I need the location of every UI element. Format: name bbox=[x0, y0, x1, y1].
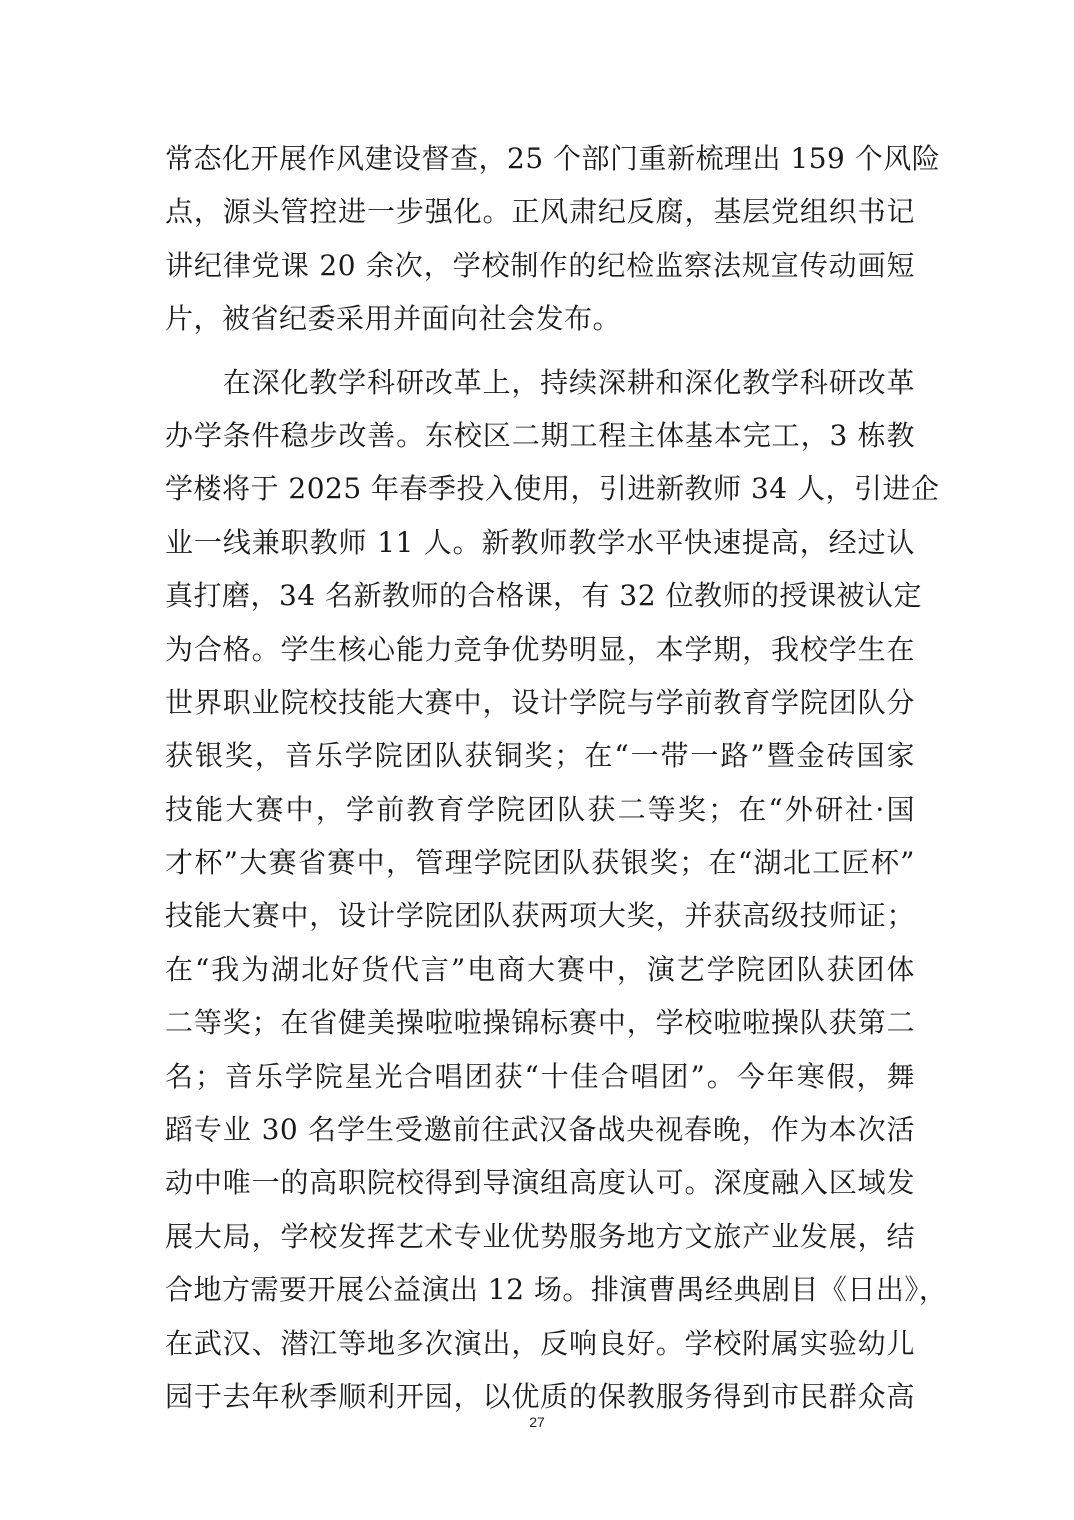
text-line: 为合格。学生核心能力竞争优势明显，本学期，我校学生在 bbox=[165, 632, 915, 666]
page-number: 27 bbox=[529, 1414, 545, 1430]
text-line: 展大局，学校发挥艺术专业优势服务地方文旅产业发展，结 bbox=[165, 1219, 915, 1253]
text-line: 在武汉、潜江等地多次演出，反响良好。学校附属实验幼儿 bbox=[165, 1326, 915, 1360]
text-line: 名；音乐学院星光合唱团获“十佳合唱团”。今年寒假，舞 bbox=[165, 1059, 915, 1093]
text-line: 园于去年秋季顺利开园，以优质的保教服务得到市民群众高 bbox=[165, 1379, 915, 1413]
text-line: 办学条件稳步改善。东校区二期工程主体基本完工，3 栋教 bbox=[165, 418, 915, 452]
text-line: 真打磨，34 名新教师的合格课，有 32 位教师的授课被认定 bbox=[165, 579, 922, 613]
text-line: 常态化开展作风建设督查，25 个部门重新梳理出 159 个风险 bbox=[165, 142, 941, 175]
text-line: 技能大赛中，学前教育学院团队获二等奖；在“外研社·国 bbox=[165, 792, 915, 826]
text-line: 业一线兼职教师 11 人。新教师教学水平快速提高，经过认 bbox=[165, 525, 915, 559]
text-line: 讲纪律党课 20 余次，学校制作的纪检监察法规宣传动画短 bbox=[165, 248, 915, 282]
text-line: 学楼将于 2025 年春季投入使用，引进新教师 34 人，引进企 bbox=[165, 472, 940, 506]
paragraph-gap bbox=[165, 346, 915, 356]
text-line: 技能大赛中，设计学院团队获两项大奖，并获高级技师证； bbox=[165, 899, 915, 933]
text-line: 动中唯一的高职院校得到导演组高度认可。深度融入区域发 bbox=[165, 1166, 915, 1200]
text-line: 片，被省纪委采用并面向社会发布。 bbox=[165, 302, 622, 336]
text-line: 点，源头管控进一步强化。正风肃纪反腐，基层党组织书记 bbox=[165, 195, 915, 229]
paragraph bbox=[165, 132, 941, 346]
body-text bbox=[165, 132, 948, 1423]
text-line: 蹈专业 30 名学生受邀前往武汉备战央视春晚，作为本次活 bbox=[165, 1113, 915, 1147]
text-line: 获银奖，音乐学院团队获铜奖；在“一带一路”暨金砖国家 bbox=[165, 739, 915, 773]
text-line: 在深化教学科研改革上，持续深耕和深化教学科研改革 bbox=[165, 365, 915, 399]
text-line: 二等奖；在省健美操啦啦操锦标赛中，学校啦啦操队获第二 bbox=[165, 1006, 915, 1040]
text-line: 世界职业院校技能大赛中，设计学院与学前教育学院团队分 bbox=[165, 685, 915, 719]
paragraph bbox=[165, 356, 948, 1424]
text-line: 在“我为湖北好货代言”电商大赛中，演艺学院团队获团体 bbox=[165, 952, 915, 986]
text-line: 才杯”大赛省赛中，管理学院团队获银奖；在“湖北工匠杯” bbox=[165, 846, 915, 880]
text-line: 合地方需要开展公益演出 12 场。排演曹禺经典剧目《日出》， bbox=[165, 1273, 948, 1307]
